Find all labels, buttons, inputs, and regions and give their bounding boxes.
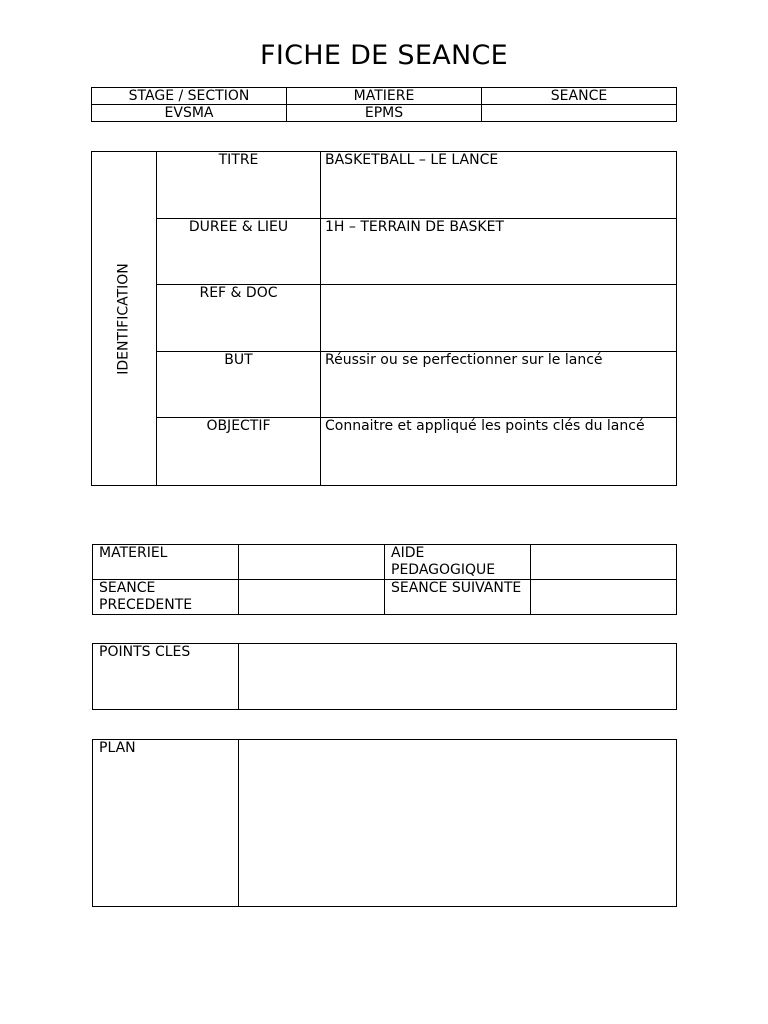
titre-label: TITRE [157,152,321,219]
materials-table [92,544,677,615]
objectif-row [92,418,677,486]
points-cles-table [92,643,677,710]
titre-row [92,152,677,219]
duree-lieu-row [92,219,677,285]
identification-section-label [92,152,157,486]
seance-precedente-value [239,580,385,615]
identification-table [91,151,677,486]
duree-lieu-label: DUREE & LIEU [157,219,321,285]
titre-value: BASKETBALL – LE LANCE [321,152,677,219]
ref-doc-row [92,285,677,352]
duree-lieu-value: 1H – TERRAIN DE BASKET [321,219,677,285]
plan-label: PLAN [93,740,239,907]
page-title: FICHE DE SEANCE [259,40,508,71]
seance-links-row [93,580,677,615]
seance-precedente-label: SEANCE PRECEDENTE [93,580,239,615]
identification-text: IDENTIFICATION [115,262,132,375]
seance-suivante-value [531,580,677,615]
seance-suivante-label: SEANCE SUIVANTE [385,580,531,615]
matiere-value: EPMS [287,105,482,122]
stage-section-value: EVSMA [92,105,287,122]
stage-section-label: STAGE / SECTION [92,88,287,105]
materiel-value [239,545,385,580]
points-cles-value [239,644,677,710]
session-header-table [91,87,677,122]
header-values-row [92,105,677,122]
plan-row [93,740,677,907]
plan-table [92,739,677,907]
plan-value [239,740,677,907]
aide-pedagogique-label: AIDE PEDAGOGIQUE [385,545,531,580]
objectif-value: Connaitre et appliqué les points clés du lancé [321,418,677,486]
ref-doc-value [321,285,677,352]
but-row [92,352,677,418]
materiel-label: MATERIEL [93,545,239,580]
but-value: Réussir ou se perfectionner sur le lancé [321,352,677,418]
but-label: BUT [157,352,321,418]
points-cles-label: POINTS CLES [93,644,239,710]
points-cles-row [93,644,677,710]
ref-doc-label: REF & DOC [157,285,321,352]
header-labels-row [92,88,677,105]
objectif-label: OBJECTIF [157,418,321,486]
matiere-label: MATIERE [287,88,482,105]
seance-value [482,105,677,122]
seance-label: SEANCE [482,88,677,105]
materiel-row [93,545,677,580]
aide-pedagogique-value [531,545,677,580]
